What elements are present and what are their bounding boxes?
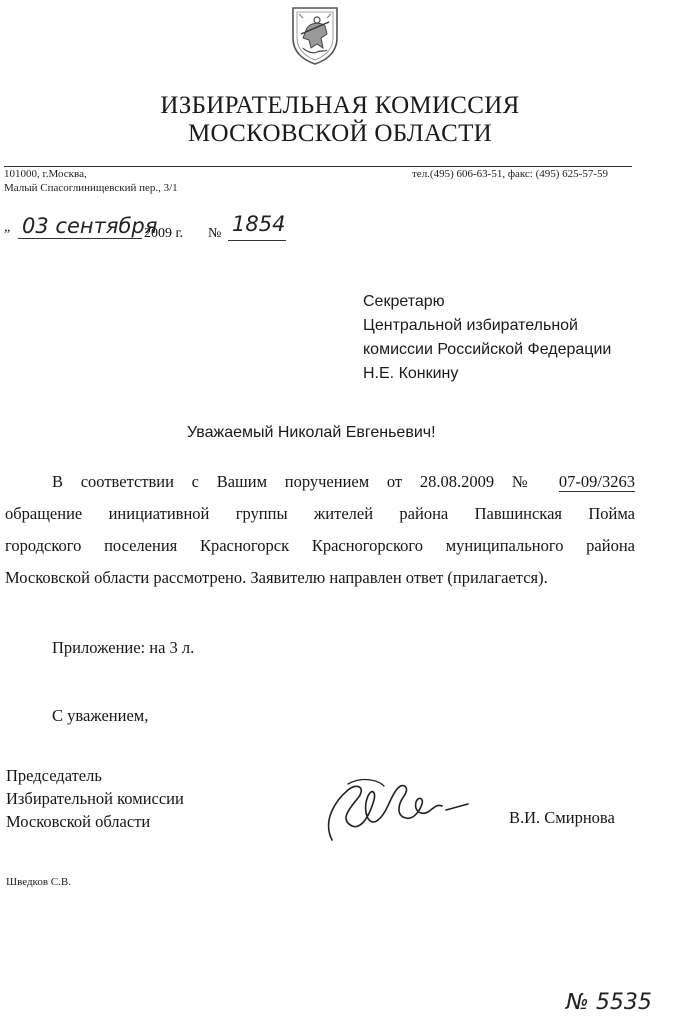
number-sign: № [208, 226, 222, 241]
attachment-note: Приложение: на 3 л. [52, 638, 195, 657]
signatory-name: В.И. Смирнова [509, 808, 615, 827]
year: 2009 г. [144, 226, 184, 241]
closing: С уважением, [52, 706, 149, 725]
signatory-title-line2: Избирательной комиссии [6, 789, 184, 808]
letter-body [5, 466, 635, 594]
recipient-line3: комиссии Российской Федерации [363, 341, 612, 358]
body-line1 [5, 466, 635, 498]
coat-of-arms-icon [287, 4, 343, 66]
address-line1: 101000, г.Москва, [4, 168, 87, 180]
number-underline [228, 240, 286, 241]
body-line1-text: В соответствии с Вашим поручением от 28.08.2009 № [52, 472, 542, 491]
salutation: Уважаемый Николай Евгеньевич! [187, 424, 436, 441]
signatory-title [6, 764, 184, 833]
executor-name: Шведков С.В. [6, 876, 71, 888]
incoming-number-handwritten: № 5535 [566, 990, 652, 1015]
handwritten-number: 1854 [232, 212, 286, 236]
org-name-line1: ИЗБИРАТЕЛЬНАЯ КОМИССИЯ [160, 92, 520, 119]
recipient-block [363, 290, 611, 386]
org-name-line2: МОСКОВСКОЙ ОБЛАСТИ [187, 120, 493, 147]
handwritten-date: 03 сентября [22, 214, 158, 238]
recipient-line4: Н.Е. Конкину [363, 365, 459, 382]
recipient-line1: Секретарю [363, 293, 445, 310]
body-line4: Московской области рассмотрено. Заявителю направлен ответ (прилагается). [5, 568, 548, 587]
body-line2: обращение инициативной группы жителей района Павшинская Пойма [5, 504, 635, 523]
recipient-line2: Центральной избирательной [363, 317, 578, 334]
order-number: 07-09/3263 [558, 472, 636, 491]
quote-mark: „ [4, 220, 11, 235]
address-line2: Малый Спасоглинищевский пер., 3/1 [4, 182, 178, 194]
signatory-title-line1: Председатель [6, 766, 102, 785]
phone-fax: тел.(495) 606-63-51, факс: (495) 625-57-59 [412, 168, 609, 180]
reference-line [4, 212, 304, 256]
body-line3: городского поселения Красногорск Красногорского муниципального района [5, 536, 635, 555]
date-underline [18, 238, 142, 239]
signatory-title-line3: Московской области [6, 812, 151, 831]
signature-icon [318, 770, 478, 850]
letterhead-divider [4, 166, 632, 167]
